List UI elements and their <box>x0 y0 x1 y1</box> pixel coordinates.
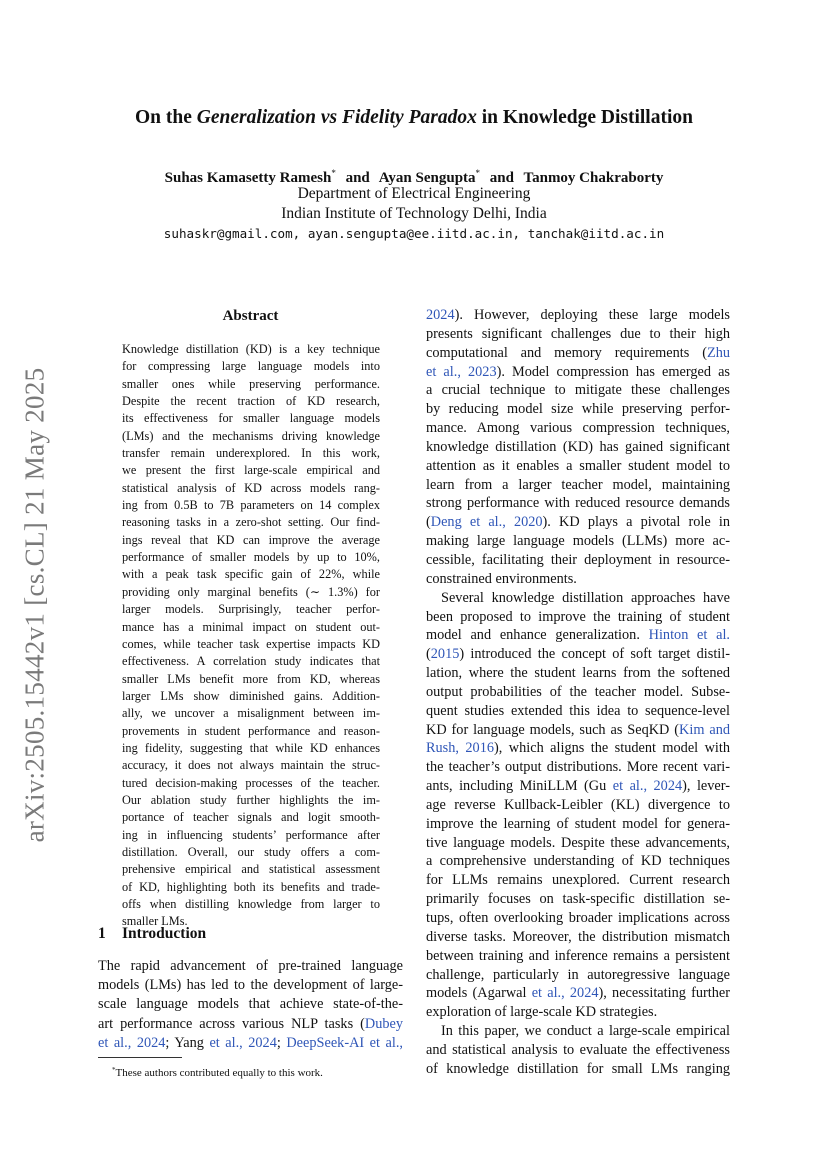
text-line: presents significant challenges due to their high <box>426 325 730 342</box>
text-line: mance. Among various compression techniques, <box>426 420 730 437</box>
author-emails: suhaskr@gmail.com, ayan.sengupta@ee.iitd.ac.in, tanchak@iitd.ac.in <box>163 226 665 241</box>
equal-contribution-mark: * <box>331 168 336 178</box>
text-line: tive language models. Despite these advancements, <box>426 834 730 851</box>
text-line: age reverse Kullback-Leibler (KL) divergence to <box>426 796 730 813</box>
text-line: for LLMs remains unexplored. Current research <box>426 872 730 889</box>
text-line: attention as it enables a smaller student model to <box>426 457 730 474</box>
text-line: tups, often overlooking broader implications across <box>426 910 730 926</box>
text-line: constrained environments. <box>426 570 577 587</box>
text-line: Knowledge distillation (KD) is a key technique <box>122 342 380 356</box>
text-line: portance of teacher signals and logit smooth- <box>122 810 380 825</box>
introduction-left-column <box>98 957 403 1053</box>
text-line: comes, while teacher task expertise impacts KD <box>122 636 380 651</box>
text-line: primarily focuses on task-specific distillation se- <box>426 891 730 908</box>
introduction-right-column <box>426 306 730 1079</box>
text-line: ing fidelity, suggesting that while KD enhances <box>122 740 380 755</box>
text-line: strong performance with reduced resource demands <box>426 495 730 512</box>
text-line: computational and memory requirements (Zhu <box>426 344 730 361</box>
text-line: et al., 2024; Yang et al., 2024; DeepSeek-AI et al., <box>98 1034 403 1051</box>
affiliation-department: Department of Electrical Engineering <box>297 185 531 202</box>
text-line: (LMs) and the mechanisms driving knowledge <box>122 428 380 443</box>
section-number: 1 <box>98 925 106 942</box>
text-line: challenge, particularly in autoregressive language <box>426 966 730 983</box>
text-line: smaller LMs benefit more from KD, whereas <box>122 671 380 686</box>
arxiv-stamp <box>7 350 63 860</box>
text-line: improve the learning of student model for genera- <box>426 815 730 832</box>
text-line: accuracy, it does not always maintain the struc- <box>122 758 380 773</box>
text-line: cessible, facilitating their deployment in resource- <box>426 551 730 568</box>
text-line: and statistical analysis to evaluate the effectiveness <box>426 1041 730 1058</box>
text-line: been proposed to improve the training of student <box>426 608 730 625</box>
text-line: smaller ones while preserving performance. <box>122 376 380 391</box>
section-title: Introduction <box>122 925 207 942</box>
equal-contribution-mark: * <box>475 168 481 178</box>
text-line: learn from a larger teacher model, maintaining <box>426 476 730 493</box>
text-line: quent studies extended this idea to sequence-level <box>426 702 730 719</box>
text-line: larger models. Surprisingly, teacher perfor- <box>122 602 380 617</box>
text-line: scale language models that achieve state-of-the- <box>98 996 403 1013</box>
text-line: model and enhance generalization. Hinton et al. <box>426 627 730 644</box>
text-line: art performance across various NLP tasks (Dubey <box>98 1015 403 1032</box>
text-line: smaller LMs. <box>122 914 188 929</box>
text-line: ing in influencing students’ performance after <box>122 827 380 842</box>
text-line: with a peak task specific gain of 22%, while <box>122 567 380 582</box>
text-line: performance of smaller models by up to 10%, <box>122 550 380 565</box>
section-heading-introduction <box>98 924 403 944</box>
text-line: et al., 2023). Model compression has emerged as <box>426 363 730 380</box>
text-line: a comprehensive understanding of KD techniques <box>426 853 730 870</box>
text-line: Rush, 2016), which aligns the student model with <box>426 740 730 757</box>
footnote <box>112 1063 402 1080</box>
text-line: its effectiveness for smaller language models <box>122 411 380 426</box>
text-line: we present the first large-scale empirical and <box>122 463 380 478</box>
text-line: larger LMs show diminished gains. Addition- <box>122 688 380 703</box>
text-line: making large language models (LLMs) more ac- <box>426 533 730 550</box>
text-line: 2024). However, deploying these large models <box>426 307 730 323</box>
text-line: of KD, highlighting both its benefits and trade- <box>122 879 380 894</box>
text-line: The rapid advancement of pre-trained language <box>98 958 403 974</box>
text-line: lation, where the student learns from the softened <box>426 665 730 682</box>
affiliation-institute: Indian Institute of Technology Delhi, India <box>281 205 547 222</box>
text-line: for compressing large language models into <box>122 359 380 374</box>
title-italic: Generalization vs Fidelity Paradox <box>196 107 477 128</box>
text-line: the teacher’s output distributions. More recent vari- <box>426 759 730 776</box>
text-line: of knowledge distillation for small LMs ranging <box>426 1060 730 1077</box>
text-line: KD for language models, such as SeqKD (Kim and <box>426 721 730 738</box>
text-line: models (LMs) has led to the development of large- <box>98 977 403 994</box>
text-line: (2015) introduced the concept of soft target distil- <box>426 646 730 663</box>
author-name: Tanmoy Chakraborty <box>523 170 664 186</box>
footnote-divider <box>98 1057 182 1058</box>
title-before: On the <box>135 107 197 128</box>
text-line: statistical analysis of KD across models rang- <box>122 480 380 495</box>
text-line: ants, including MiniLLM (Gu et al., 2024), lever- <box>426 778 730 795</box>
author-name: Ayan Sengupta <box>378 170 476 186</box>
text-line: exploration of large-scale KD strategies. <box>426 1004 658 1021</box>
text-line: ing from 0.5B to 7B parameters on 14 complex <box>122 498 380 513</box>
text-line: diverse tasks. Moreover, the distribution mismatch <box>426 928 730 945</box>
text-line: ally, we uncover a misalignment between im- <box>122 706 380 721</box>
text-line: (Deng et al., 2020). KD plays a pivotal role in <box>426 514 730 531</box>
footnote-mark: * <box>112 1066 116 1074</box>
text-line: Our ablation study further highlights the im- <box>122 792 380 807</box>
author-separator: and <box>489 170 514 186</box>
text-line: output probabilities of the teacher model. Subse- <box>426 683 730 700</box>
text-line: tured decision-making processes of the teacher. <box>122 775 380 790</box>
text-line: reasoning tasks in a zero-shot setting. Our find- <box>122 515 380 530</box>
text-line: between training and inference remains a persistent <box>426 947 730 964</box>
text-line: knowledge distillation (KD) has gained significant <box>426 438 730 455</box>
text-line: Despite the recent traction of KD research, <box>122 394 380 409</box>
title-after: in Knowledge Distillation <box>476 107 693 128</box>
text-line: mance has a minimal impact on student out- <box>122 619 380 634</box>
arxiv-stamp-text: arXiv:2505.15442v1 [cs.CL] 21 May 2025 <box>19 367 50 843</box>
text-line: effectiveness. A correlation study indicates that <box>122 654 380 669</box>
paper-title <box>80 104 748 132</box>
text-line: a crucial technique to mitigate these challenges <box>426 382 730 399</box>
abstract-heading: Abstract <box>222 308 279 324</box>
text-line: offs when distilling knowledge from larger to <box>122 897 380 911</box>
text-line: prehensive empirical and statistical assessment <box>122 862 380 877</box>
text-line: by reducing model size while preserving perfor- <box>426 401 730 418</box>
text-line: Several knowledge distillation approaches have <box>441 589 730 606</box>
author-name: Suhas Kamasetty Ramesh <box>164 170 332 186</box>
text-line: distillation. Overall, our study offers a com- <box>122 844 380 859</box>
text-line: provements in student performance and reason- <box>122 723 380 738</box>
text-line: In this paper, we conduct a large-scale empirical <box>441 1023 730 1040</box>
author-separator: and <box>345 170 370 186</box>
footnote-text: These authors contributed equally to this work. <box>115 1067 323 1079</box>
text-line: providing only marginal benefits (∼ 1.3%) for <box>122 584 380 599</box>
abstract-body <box>122 341 380 931</box>
text-line: models (Agarwal et al., 2024), necessitating further <box>426 985 730 1002</box>
text-line: ings reveal that KD can improve the average <box>122 532 380 547</box>
text-line: transfer remain underexplored. In this work, <box>122 446 380 461</box>
